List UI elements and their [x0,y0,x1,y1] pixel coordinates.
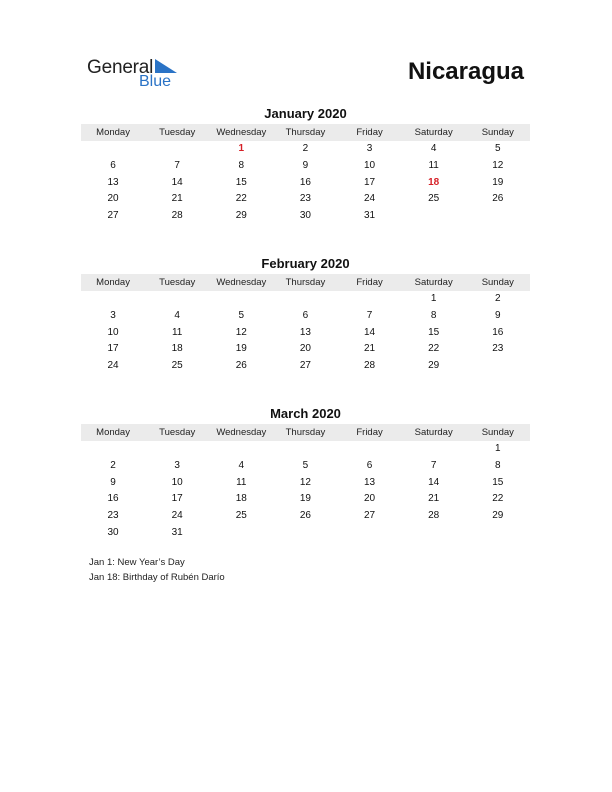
day-cell: 29 [428,360,440,372]
day-cell: 25 [428,193,440,205]
day-cell: 16 [492,326,504,338]
day-cell: 5 [238,309,245,321]
day-cell: 18 [171,343,183,355]
holiday-list [89,556,225,585]
day-cell: 4 [238,459,245,471]
empty-day-cell [402,525,466,542]
day-cell: 4 [430,143,437,154]
day-cell: 19 [492,176,504,188]
weekday-label: Monday [96,127,130,138]
day-cell: 8 [495,459,501,471]
day-cell: 10 [107,326,119,338]
weekday-label: Wednesday [216,277,267,288]
day-cell: 9 [302,159,309,171]
day-cell: 30 [107,526,119,538]
weekday-label: Sunday [481,277,514,288]
day-cell: 28 [364,360,376,372]
day-cell: 1 [430,293,437,304]
month-calendar [81,406,530,542]
day-cell: 11 [171,326,183,338]
month-title: March 2020 [270,406,341,421]
day-cell: 15 [428,326,440,338]
empty-day-cell [338,291,402,308]
empty-day-cell [273,291,337,308]
day-cell: 24 [107,360,119,372]
day-cell: 14 [364,326,376,338]
day-cell: 31 [171,526,183,538]
weekday-label: Friday [356,427,383,438]
empty-day-cell [81,291,145,308]
weekday-label: Thursday [285,127,326,138]
day-cell: 27 [299,360,311,372]
day-cell: 23 [492,343,504,355]
days-grid [81,441,530,542]
day-cell: 22 [428,343,440,355]
day-cell: 26 [299,510,311,522]
empty-day-cell [338,525,402,542]
weekday-label: Friday [356,127,383,138]
empty-day-cell [466,525,530,542]
weekday-header-row [81,424,530,441]
day-cell: 21 [428,493,440,505]
day-cell: 1 [495,443,501,454]
holiday-entry: Jan 1: New Year’s Day [89,557,185,568]
day-cell: 7 [430,459,437,471]
day-cell: 2 [495,293,501,304]
day-cell: 13 [364,476,376,488]
day-cell: 20 [364,493,376,505]
day-cell: 23 [107,510,119,522]
day-cell: 12 [299,476,311,488]
logo-general-text: General [87,57,154,78]
day-cell: 15 [492,476,504,488]
day-cell: 12 [235,326,247,338]
logo-blue-text: Blue [139,73,172,90]
day-cell: 25 [235,510,247,522]
weekday-label: Wednesday [216,427,267,438]
empty-day-cell [145,141,209,158]
month-title: January 2020 [264,106,347,121]
day-cell: 22 [235,193,247,205]
empty-day-cell [145,441,209,458]
day-cell: 28 [428,510,440,522]
month-calendar [81,106,530,225]
empty-day-cell [209,525,273,542]
weekday-label: Thursday [285,277,326,288]
day-cell: 17 [107,343,119,355]
month-title: February 2020 [261,256,350,271]
day-cell: 11 [236,476,247,488]
empty-day-cell [81,441,145,458]
day-cell: 3 [174,459,180,471]
empty-day-cell [466,208,530,225]
empty-day-cell [81,141,145,158]
day-cell: 7 [174,159,180,171]
day-cell: 18 [235,493,247,505]
weekday-label: Tuesday [159,127,196,138]
empty-day-cell [145,291,209,308]
empty-day-cell [402,441,466,458]
day-cell: 9 [110,476,116,488]
day-cell: 21 [171,193,183,205]
empty-day-cell [209,291,273,308]
day-cell: 20 [107,193,119,205]
day-cell: 27 [107,210,119,222]
day-cell: 20 [299,343,311,355]
day-cell: 2 [302,143,309,154]
day-cell: 11 [428,159,439,171]
day-cell: 3 [110,309,116,321]
empty-day-cell [466,358,530,375]
day-cell: 29 [235,210,247,222]
day-cell: 10 [171,476,183,488]
day-cell: 16 [107,493,119,505]
day-cell: 24 [171,510,183,522]
day-cell: 2 [110,459,116,471]
day-cell: 15 [235,176,247,188]
weekday-label: Tuesday [159,277,196,288]
day-cell: 18 [428,176,440,188]
day-cell: 26 [235,360,247,372]
weekday-label: Thursday [285,427,326,438]
country-title: Nicaragua [407,58,524,85]
days-grid [81,141,530,225]
day-cell: 6 [302,309,309,321]
empty-day-cell [273,441,337,458]
weekday-header-row [81,124,530,141]
day-cell: 25 [171,360,183,372]
days-grid [81,291,530,375]
logo [87,57,187,91]
day-cell: 8 [430,309,437,321]
weekday-label: Saturday [414,427,453,438]
day-cell: 17 [171,493,183,505]
weekday-label: Monday [96,277,130,288]
day-cell: 17 [364,176,376,188]
day-cell: 9 [495,309,501,321]
day-cell: 19 [235,343,247,355]
day-cell: 5 [495,143,501,154]
day-cell: 4 [174,309,180,321]
weekday-label: Wednesday [216,127,267,138]
weekday-label: Monday [96,427,130,438]
day-cell: 12 [492,159,504,171]
day-cell: 22 [492,493,504,505]
weekday-header-row [81,274,530,291]
day-cell: 8 [238,159,245,171]
day-cell: 24 [364,193,376,205]
empty-day-cell [209,441,273,458]
empty-day-cell [273,525,337,542]
day-cell: 27 [364,510,376,522]
day-cell: 14 [171,176,183,188]
day-cell: 16 [299,176,311,188]
holiday-entry: Jan 18: Birthday of Rubén Darío [89,571,225,583]
weekday-label: Saturday [414,277,453,288]
weekday-label: Friday [356,277,383,288]
day-cell: 28 [171,210,183,222]
day-cell: 30 [299,210,311,222]
day-cell: 7 [366,309,373,321]
weekday-label: Saturday [414,127,453,138]
day-cell: 26 [492,193,504,205]
weekday-label: Sunday [481,427,514,438]
day-cell: 13 [299,326,311,338]
day-cell: 10 [364,159,376,171]
logo-flag-icon [155,59,177,73]
day-cell: 19 [299,493,311,505]
weekday-label: Tuesday [159,427,196,438]
day-cell: 23 [299,193,311,205]
empty-day-cell [402,208,466,225]
day-cell: 21 [364,343,376,355]
day-cell: 29 [492,510,504,522]
day-cell: 1 [238,143,245,154]
day-cell: 6 [110,159,116,171]
day-cell: 5 [302,459,309,471]
day-cell: 6 [366,459,373,471]
day-cell: 3 [366,143,373,154]
day-cell: 31 [364,210,376,222]
day-cell: 13 [107,176,119,188]
empty-day-cell [338,441,402,458]
weekday-label: Sunday [481,127,514,138]
month-calendar [81,256,530,375]
day-cell: 14 [428,476,440,488]
